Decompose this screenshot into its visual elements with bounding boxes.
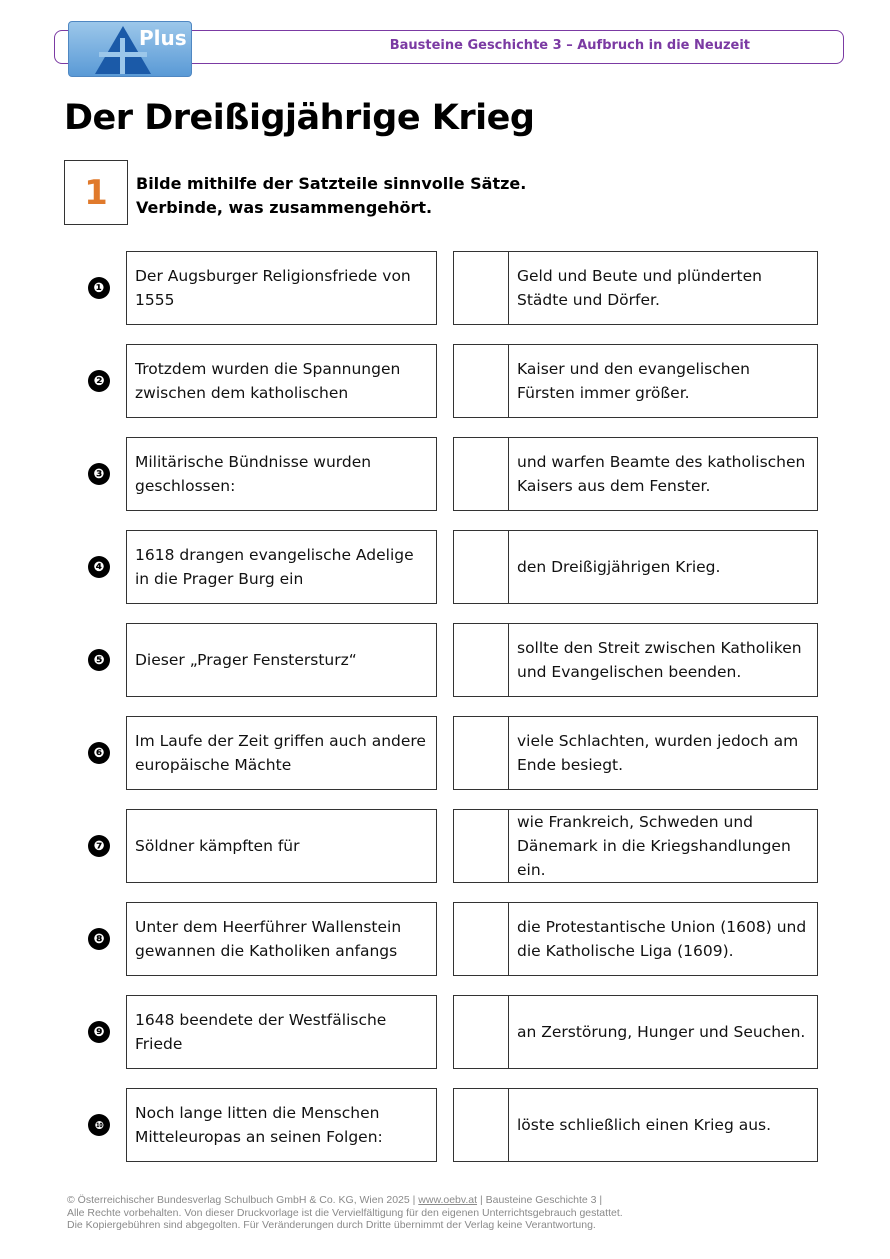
row-number-marker: ❾ (88, 1021, 110, 1043)
matching-row (0, 437, 890, 511)
sentence-start-cell: Im Laufe der Zeit griffen auch andere europäische Mächte (126, 716, 437, 790)
answer-box[interactable] (453, 902, 509, 976)
page-title: Der Dreißigjährige Krieg (64, 98, 535, 138)
sentence-start-cell: Dieser „Prager Fenstersturz“ (126, 623, 437, 697)
footer-text: | Bausteine Geschichte 3 | (477, 1194, 603, 1206)
publisher-link[interactable]: www.oebv.at (418, 1194, 478, 1206)
answer-box[interactable] (453, 530, 509, 604)
answer-box[interactable] (453, 623, 509, 697)
sentence-end-cell: und warfen Beamte des katholischen Kaisers aus dem Fenster. (508, 437, 818, 511)
row-number-marker: ❶ (88, 277, 110, 299)
sentence-start-cell: Der Augsburger Religionsfriede von 1555 (126, 251, 437, 325)
sentence-end-cell: viele Schlachten, wurden jedoch am Ende besiegt. (508, 716, 818, 790)
matching-row (0, 902, 890, 976)
matching-row (0, 623, 890, 697)
sentence-start-cell: Söldner kämpften für (126, 809, 437, 883)
sentence-end-cell: sollte den Streit zwischen Katholiken und Evangelischen beenden. (508, 623, 818, 697)
answer-box[interactable] (453, 1088, 509, 1162)
row-number-marker: ❻ (88, 742, 110, 764)
sentence-start-cell: Militärische Bündnisse wurden geschlossen: (126, 437, 437, 511)
sentence-start-cell: 1648 beendete der Westfälische Friede (126, 995, 437, 1069)
task-number: 1 (84, 172, 108, 213)
matching-row (0, 995, 890, 1069)
footer-text: © Österreichischer Bundesverlag Schulbuch GmbH & Co. KG, Wien 2025 | (67, 1194, 419, 1206)
series-title: Bausteine Geschichte 3 – Aufbruch in die Neuzeit (389, 38, 750, 53)
matching-row (0, 530, 890, 604)
sentence-end-cell: an Zerstörung, Hunger und Seuchen. (508, 995, 818, 1069)
sentence-end-cell: den Dreißigjährigen Krieg. (508, 530, 818, 604)
sentence-end-cell: Kaiser und den evangelischen Fürsten immer größer. (508, 344, 818, 418)
plus-logo (68, 21, 192, 77)
footer-line-3: Die Kopiergebühren sind abgegolten. Für Veränderungen durch Dritte übernimmt der Verlag keine Verantwortung. (67, 1219, 596, 1231)
sentence-start-cell: Unter dem Heerführer Wallenstein gewannen die Katholiken anfangs (126, 902, 437, 976)
row-number-marker: ❹ (88, 556, 110, 578)
instruction-line-1: Bilde mithilfe der Satzteile sinnvolle Sätze. (136, 174, 527, 193)
sentence-end-cell: die Protestantische Union (1608) und die Katholische Liga (1609). (508, 902, 818, 976)
copyright-footer (67, 1194, 847, 1232)
row-number-marker: ❺ (88, 649, 110, 671)
sentence-start-cell: Trotzdem wurden die Spannungen zwischen dem katholischen (126, 344, 437, 418)
matching-row (0, 716, 890, 790)
row-number-marker: ❷ (88, 370, 110, 392)
footer-line-1 (67, 1194, 847, 1207)
row-number-marker: ❸ (88, 463, 110, 485)
answer-box[interactable] (453, 251, 509, 325)
answer-box[interactable] (453, 344, 509, 418)
footer-line-2: Alle Rechte vorbehalten. Von dieser Druckvorlage ist die Vervielfältigung für den eigenen Unterrichtsgebrauch gestattet. (67, 1206, 623, 1219)
sentence-end-cell: löste schließlich einen Krieg aus. (508, 1088, 818, 1162)
row-number-marker: ❼ (88, 835, 110, 857)
row-number-marker: ❿ (88, 1114, 110, 1136)
sentence-end-cell: Geld und Beute und plünderten Städte und Dörfer. (508, 251, 818, 325)
sentence-start-cell: Noch lange litten die Menschen Mitteleuropas an seinen Folgen: (126, 1088, 437, 1162)
matching-row (0, 1088, 890, 1162)
answer-box[interactable] (453, 437, 509, 511)
matching-row (0, 809, 890, 883)
answer-box[interactable] (453, 716, 509, 790)
task-number-box (64, 160, 128, 225)
sentence-start-cell: 1618 drangen evangelische Adelige in die Prager Burg ein (126, 530, 437, 604)
matching-row (0, 251, 890, 325)
task-instruction (136, 172, 526, 220)
sentence-end-cell: wie Frankreich, Schweden und Dänemark in die Kriegshandlungen ein. (508, 809, 818, 883)
row-number-marker: ❽ (88, 928, 110, 950)
logo-text: Plus (139, 26, 187, 50)
instruction-line-2: Verbinde, was zusammengehört. (136, 198, 433, 217)
matching-row (0, 344, 890, 418)
answer-box[interactable] (453, 995, 509, 1069)
answer-box[interactable] (453, 809, 509, 883)
